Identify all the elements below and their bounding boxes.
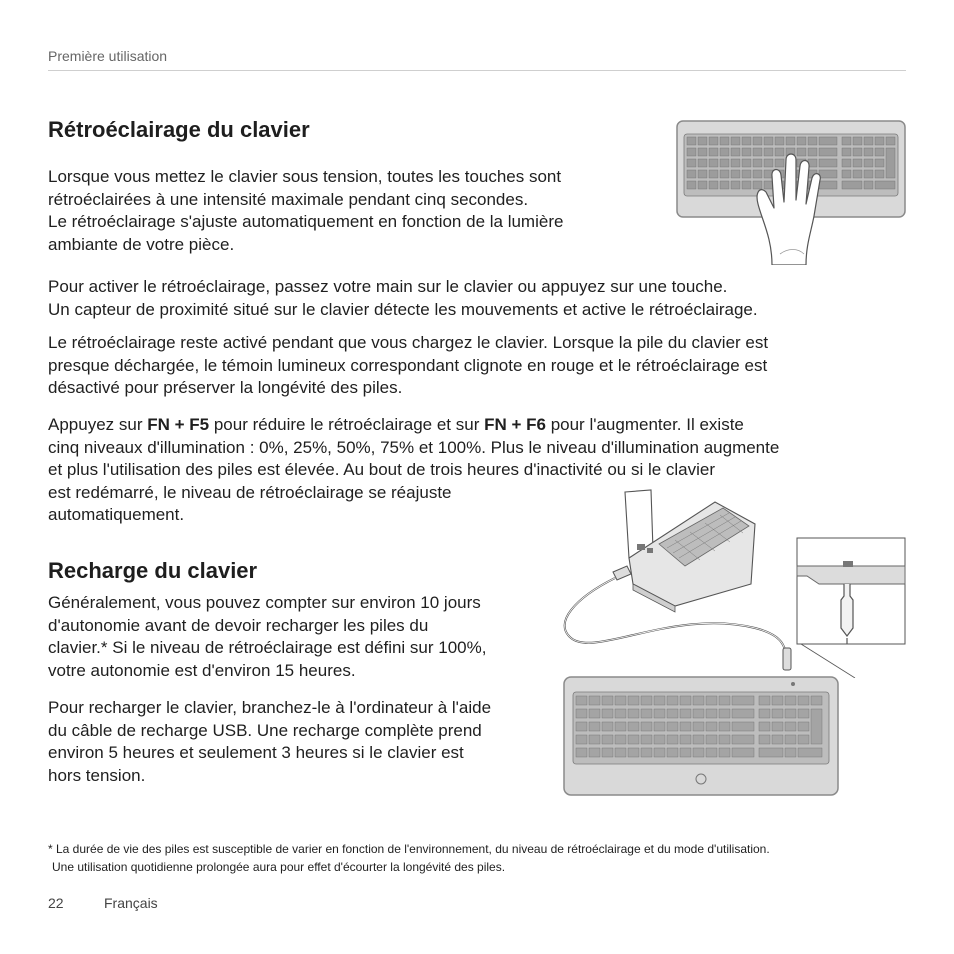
footnote: * La durée de vie des piles est susceptible de varier en fonction de l'environnement, du niveau de rétroéclairage et du mode d'utilisation. Une utilisation quotidienne prolongée aura pour effet d'écourter la longévité des piles. (48, 842, 770, 874)
shortcut-fn-f6: FN + F6 (484, 415, 546, 434)
backlight-paragraph-4: Appuyez sur FN + F5 pour réduire le rétroéclairage et sur FN + F6 pour l'augmenter. Il existe cinq niveaux d'illumination : 0%, 25%, 50%, 75% et 100%. Plus le niveau d'illumination augmente et plus l'utilisation des piles est élevée. Au bout de trois heures d'inactivité ou si le clavier est redémarré, le niveau de rétroéclairage se réajuste automatiquement. (48, 415, 780, 524)
backlight-paragraph-2: Pour activer le rétroéclairage, passez votre main sur le clavier ou appuyez sur une touche. Un capteur de proximité situé sur le clavier détecte les mouvements et active le rétroéclairage. (48, 277, 758, 319)
keyboard-hand-illustration (676, 120, 906, 265)
header-rule (48, 70, 906, 71)
page-number: 22 (48, 895, 64, 911)
running-header: Première utilisation (48, 48, 168, 64)
shortcut-fn-f5: FN + F5 (147, 415, 210, 434)
keyboard-illustration (563, 676, 839, 798)
recharge-heading: Recharge du clavier (48, 558, 258, 583)
footer-language: Français (104, 895, 158, 911)
backlight-paragraph-1: Lorsque vous mettez le clavier sous tension, toutes les touches sont rétroéclairées à une intensité maximale pendant cinq secondes. Le rétroéclairage s'ajuste automatiquement en fonction de la lumière ambiante de votre pièce. (48, 167, 564, 254)
recharge-paragraph-1: Généralement, vous pouvez compter sur environ 10 jours d'autonomie avant de devoir recharger les piles du clavier.* Si le niveau de rétroéclairage est défini sur 100%, votre autonomie est d'environ 15 heures. (48, 593, 487, 680)
backlight-heading: Rétroéclairage du clavier (48, 117, 310, 142)
laptop-usb-illustration (555, 488, 907, 678)
recharge-paragraph-2: Pour recharger le clavier, branchez-le à l'ordinateur à l'aide du câble de recharge USB. Une recharge complète prend environ 5 heures et seulement 3 heures si le clavier est hors tension. (48, 698, 492, 785)
backlight-paragraph-3: Le rétroéclairage reste activé pendant que vous chargez le clavier. Lorsque la pile du clavier est presque déchargée, le témoin lumineux correspondant clignote en rouge et le rétroéclairage est désactivé pour préserver la longévité des piles. (48, 333, 769, 397)
